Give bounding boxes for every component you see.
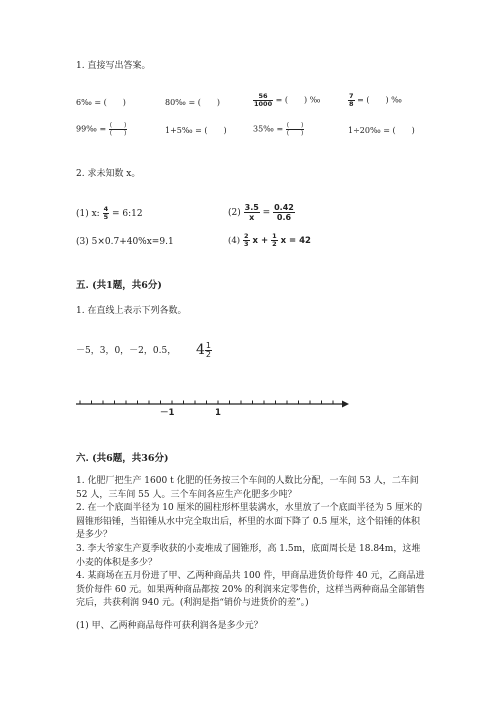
q1-item-6: 1+5‰ = ( ) <box>165 126 227 135</box>
fraction-denominator: 8 <box>349 100 354 108</box>
equation-1 <box>76 206 143 221</box>
fraction-denominator: ( ) <box>286 130 304 137</box>
item-tail: = ( ) ‰ <box>275 95 321 105</box>
fraction-denominator: x <box>249 213 255 222</box>
problem-3: 3. 李大爷家生产夏季收获的小麦堆成了圆锥形，高 1.5m，底面周长是 18.84m，这堆小麦的体积是多少？ <box>76 544 421 568</box>
tick-label-1: 1 <box>215 408 221 418</box>
fraction-denominator: 2 <box>272 240 277 248</box>
q1-heading: 1. 直接写出答案。 <box>76 61 151 71</box>
fraction-numerator: 56 <box>253 93 273 101</box>
mixed-whole: 4 <box>196 342 205 358</box>
q1-item-8: 1÷20‰ = ( ) <box>348 126 415 135</box>
q1-item-1: 6‰ = ( ) <box>76 98 126 107</box>
eq-middle: x + <box>252 236 269 246</box>
eq-suffix: x = 42 <box>280 236 311 246</box>
q1-item-3 <box>253 93 320 108</box>
problem-1: 1. 化肥厂把生产 1600 t 化肥的任务按三个车间的人数比分配，一车间 53 人，二车间 52 人，三车间 55 人。三个车间各应生产化肥多少吨？ <box>76 476 419 500</box>
fraction-numerator: 0.42 <box>274 203 294 212</box>
equation-4 <box>228 233 311 248</box>
q1-item-4 <box>348 93 402 108</box>
fraction-numerator: ( ) <box>286 122 304 129</box>
fraction-denominator: 5 <box>103 213 109 221</box>
problem-4: 4. 某商场在五月份进了甲、乙两种商品共 100 件，甲商品进货价每件 40 元，乙商品进货价每件 60 元。如果两种商品都按 20% 的利润来定零售价，这样当两种商品全部销售完后，共获利润 940 元。(利润是指“销价与进货价的差”。) <box>76 571 425 609</box>
numbers-list: －5，3，0，－2，0.5， <box>76 346 177 356</box>
fraction-numerator: 1 <box>272 232 277 240</box>
problem-4-subquestion-1: (1) 甲、乙两种商品每件可获利润各是多少元？ <box>76 621 263 631</box>
q2-heading: 2. 求未知数 x。 <box>76 169 141 179</box>
fraction-denominator: 1000 <box>254 100 273 108</box>
fraction-denominator: 3 <box>244 240 249 248</box>
section-5-question-1: 1. 在直线上表示下列各数。 <box>76 306 187 316</box>
fraction-numerator: 4 <box>103 205 109 213</box>
eq-suffix: = 6:12 <box>112 209 143 219</box>
q1-item-7 <box>253 122 304 137</box>
q1-item-2: 80‰ = ( ) <box>165 98 220 107</box>
item-tail: = ( ) ‰ <box>357 95 402 105</box>
number-line <box>70 398 355 414</box>
eq-prefix: (1) x: <box>76 209 100 219</box>
fraction-numerator: 1 <box>205 340 212 350</box>
item-prefix: 99‰ = <box>76 124 107 134</box>
q1-item-5 <box>76 122 127 137</box>
mixed-number <box>196 341 212 359</box>
eq-prefix: (2) <box>228 208 241 218</box>
fraction-numerator: ( ) <box>109 122 127 129</box>
arrow-icon <box>342 401 349 408</box>
tick-label-neg1: －1 <box>160 408 175 418</box>
equation-2 <box>228 203 295 222</box>
fraction-numerator: 7 <box>349 92 354 100</box>
fraction-denominator: 2 <box>205 349 212 359</box>
fraction-denominator: ( ) <box>109 130 127 137</box>
fraction-numerator: 3.5 <box>244 203 259 212</box>
problem-2: 2. 在一个底面半径为 10 厘米的圆柱形杯里装满水，水里放了一个底面半径为 5 厘米的圆锥形铅锤，当铅锤从水中完全取出后，杯里的水面下降了 0.5 厘米，这个铅锤的体积是多少？ <box>76 503 423 541</box>
fraction-denominator: 0.6 <box>276 213 292 222</box>
fraction-numerator: 2 <box>244 232 249 240</box>
eq-equals: = <box>262 208 271 218</box>
eq-prefix: (4) <box>228 236 241 246</box>
item-prefix: 35‰ = <box>253 124 284 134</box>
equation-3: (3) 5×0.7+40%x=9.1 <box>76 237 174 247</box>
section-6-heading: 六. (共6题，共36分) <box>76 453 169 464</box>
section-5-heading: 五. (共1题，共6分) <box>76 280 162 291</box>
